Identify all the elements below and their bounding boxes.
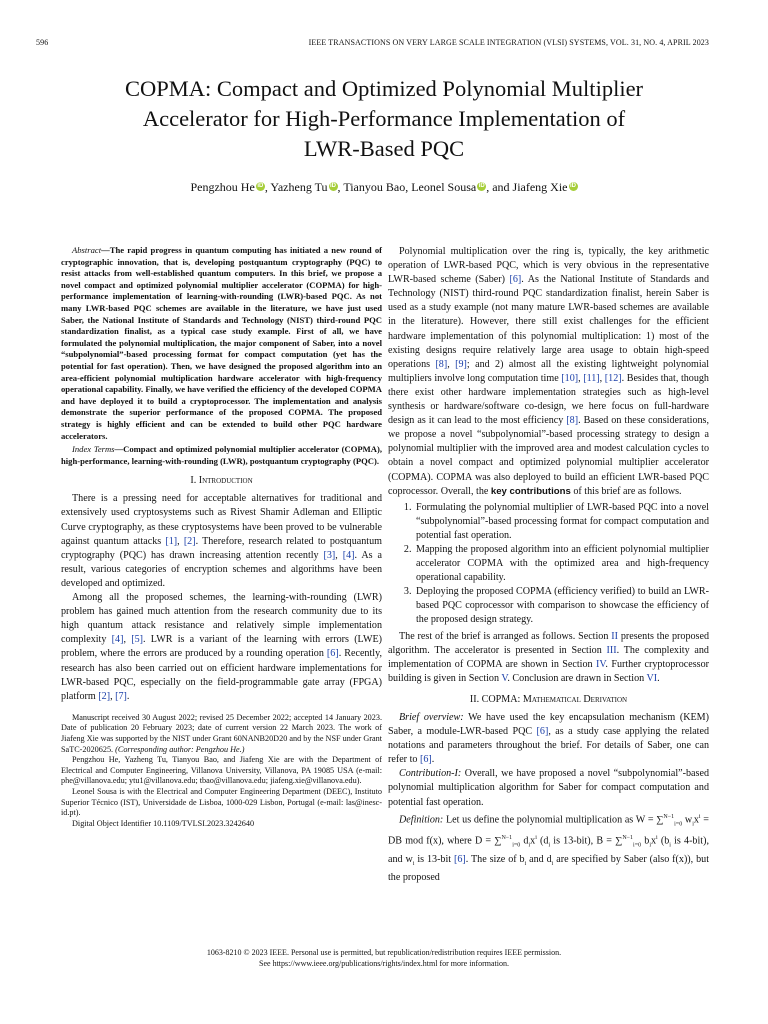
author-name: Pengzhou He bbox=[190, 180, 255, 194]
abstract-label: Abstract bbox=[72, 245, 102, 255]
intro-paragraph-2: Among all the proposed schemes, the learning-with-rounding (LWR) problem has gained much attention from the research community due to its high quantum attack resistance and relatively simple implementation complexity [4], [5]. LWR is a variant of the learning with errors (LWE) problem, where the errors are produced by a rounding operation [6]. Recently, research has also been carried out on efficient hardware implementations for LWR-based PQC, especially on the field-programmable gate array (FPGA) platform [2], [7]. bbox=[61, 592, 383, 702]
right-paragraph-2: The rest of the brief is arranged as follows. Section II presents the proposed algorithm. The accelerator is presented in Section III. The complexity and implementation of COPMA are shown in Section IV. Further cryptoprocessor building is given in Section V. Conclusion are drawn in Section VI. bbox=[388, 630, 709, 684]
author-name: Yazheng Tu bbox=[270, 180, 328, 194]
section-link[interactable]: V bbox=[501, 672, 508, 684]
citation-link[interactable]: [6] bbox=[453, 853, 466, 865]
citation-link[interactable]: [6] bbox=[419, 754, 432, 766]
manuscript-note: Manuscript received 30 August 2022; revised 25 December 2022; accepted 14 January 2023. Date of publication 20 February 2023; date of current version 22 March 2023. The work of Jiafeng Xie was supported by the NIST under Grant 60NANB20D20 and by the NSF under Grant SaTC-2020625. (Corresponding author: Pengzhou He.) bbox=[61, 712, 382, 754]
citation-link[interactable]: [4] bbox=[342, 549, 355, 561]
title-line-2: Accelerator for High-Performance Implementation of bbox=[142, 106, 626, 131]
index-terms-label: Index Terms bbox=[72, 444, 115, 455]
list-item: 2. Mapping the proposed algorithm into an efficient polynomial multiplier accelerator COPMA with the optimized area and high-frequency operational capability. bbox=[414, 543, 709, 585]
intro-paragraph-1: There is a pressing need for acceptable alternatives for traditional and extensively used cryptosystems such as Rivest Shamir Adleman and Elliptic Curve cryptography, as these cryptosystems have been proved to be vulnerable against quantum attacks [1], [2]. Therefore, research related to postquantum cryptography (PQC) has drawn increasing attention recently [3], [4]. As a result, various categories of encryption schemes and algorithms have been developed and optimized. bbox=[61, 493, 383, 589]
citation-link[interactable]: [6] bbox=[509, 274, 522, 286]
citation-link[interactable]: [10] bbox=[561, 372, 579, 384]
section-link[interactable]: II bbox=[611, 630, 618, 642]
citation-link[interactable]: [3] bbox=[323, 549, 336, 561]
citation-link[interactable]: [6] bbox=[536, 726, 549, 738]
page-number: 596 bbox=[36, 38, 49, 47]
citation-link[interactable]: [6] bbox=[326, 648, 339, 660]
title-line-1: COPMA: Compact and Optimized Polynomial Multiplier bbox=[124, 76, 644, 101]
key-contributions-emphasis: key contributions bbox=[490, 485, 571, 497]
brief-overview-paragraph: Brief overview: We have used the key encapsulation mechanism (KEM) Saber, a module-LWR-based PQC [6], as a study case applying the related notations and parameters throughout the brief. For details of Saber, one can refer to [6]. bbox=[388, 712, 710, 766]
contribution-paragraph: Contribution-I: Overall, we have proposed a novel “subpolynomial”-based polynomial multiplication algorithm for Saber for compact computation and potential fast operation. bbox=[388, 768, 709, 808]
definition-paragraph: Definition: Let us define the polynomial multiplication as W = ∑$^{N-1}_{i=0}$ $w_ix^i$ = DB mod f(x), where D = ∑$^{N-1}_{i=0}$ $d_ix^i$ ($d_i$ is 13-bit), B = ∑$^{N-1}_{i=0}$ $b_ix^i$ ($b_i$ is 4-bit), and $w_i$ is 13-bit [6]. The size of $b_i$ and $d_i$ are specified by Saber (also f(x)), but the proposed bbox=[388, 813, 709, 883]
citation-link[interactable]: [1] bbox=[165, 535, 178, 547]
citation-link[interactable]: [5] bbox=[131, 634, 144, 646]
orcid-icon[interactable]: iD bbox=[478, 183, 485, 189]
section-heading-derivation: II. COPMA: Mathematical Derivation bbox=[469, 693, 628, 705]
author-name: and Jiafeng Xie bbox=[492, 180, 568, 194]
right-column bbox=[388, 245, 709, 885]
section-link[interactable]: VI bbox=[646, 672, 658, 684]
citation-link[interactable]: [7] bbox=[115, 690, 127, 702]
citation-link[interactable]: [8] bbox=[435, 358, 448, 370]
footnote-block bbox=[61, 712, 382, 830]
orcid-icon[interactable]: iD bbox=[330, 183, 337, 189]
orcid-icon[interactable]: iD bbox=[570, 183, 577, 189]
doi-note: Digital Object Identifier 10.1109/TVLSI.2023.3242640 bbox=[72, 818, 255, 828]
list-item: 1. Formulating the polynomial multiplier of LWR-based PQC into a novel “subpolynomial”-based processing format for compact computation and potential fast operation. bbox=[414, 501, 709, 543]
section-link[interactable]: III bbox=[606, 644, 617, 656]
copyright-line-1: 1063-8210 © 2023 IEEE. Personal use is permitted, but republication/redistribution requires IEEE permission. bbox=[206, 948, 562, 957]
citation-link[interactable]: [12] bbox=[604, 372, 622, 384]
citation-link[interactable]: [2] bbox=[98, 690, 111, 702]
citation-link[interactable]: [4] bbox=[111, 634, 124, 646]
left-column bbox=[61, 245, 382, 829]
section-link[interactable]: IV bbox=[596, 658, 606, 670]
copyright-line-2: See https://www.ieee.org/publications/rights/index.html for more information. bbox=[259, 959, 509, 968]
orcid-icon[interactable]: iD bbox=[257, 183, 264, 189]
section-heading-introduction: I. Introduction bbox=[190, 475, 253, 487]
citation-link[interactable]: [8] bbox=[566, 415, 579, 427]
list-item: 3. Deploying the proposed COPMA (efficiency verified) to build an LWR-based PQC coprocessor with comparison to showcase the efficiency of the proposed design strategy. bbox=[414, 585, 709, 627]
citation-link[interactable]: [2] bbox=[183, 535, 196, 547]
right-paragraph-1: Polynomial multiplication over the ring is, typically, the key arithmetic operation of LWR-based PQC, which is very obvious in the representative LWR-based scheme (Saber) [6]. As the National Institute of Standards and Technology (NIST) third-round PQC standardization finalist, herein Saber is used as a study example (not many mature LWR-based schemes are available in the literature). However, there still exist challenges for the efficient hardware implementation of this polynomial multiplication: 1) most of the existing designs require relatively large area usage to obtain high-speed operations [8], [9]; and 2) almost all the existing lightweight polynomial multipliers involve long computation time [10], [11], [12]. Besides that, though there exist other hardware implementation strategies such as high-level synthesis or hardware/software co-design, we here focus on full-hardware design as it can lead to the most efficiency [8]. Based on these considerations, we propose a novel “subpolynomial”-based processing strategy to design a polynomial multiplier with the improved area and modest calculation cycles to obtain a novel compact and optimized polynomial multiplier accelerator (COPMA). COPMA was also deployed to build an efficient LWR-based PQC coprocessor. Overall, the key contributions of this brief are as follows. bbox=[388, 246, 709, 497]
author-list: Pengzhou He iD , Yazheng Tu iD , Tianyou Bao, Leonel Sousa iD , and Jiafeng Xie iD bbox=[190, 180, 577, 194]
affiliation-note-1: Pengzhou He, Yazheng Tu, Tianyou Bao, and Jiafeng Xie are with the Department of Electrical and Computer Engineering, Villanova University, Villanova, PA 19085 USA (e-mail: phe@villanova.edu; ytu1@villanova.edu; tbao@villanova.edu; jiafeng.xie@villanova.edu). bbox=[61, 755, 382, 786]
contribution-list bbox=[388, 501, 709, 628]
index-terms: Index Terms—Compact and optimized polynomial multiplier accelerator (COPMA), high-performance, learning-with-rounding (LWR), postquantum cryptography (PQC). bbox=[61, 444, 382, 466]
affiliation-note-2: Leonel Sousa is with the Electrical and Computer Engineering Department (DEEC), Instituto Superior Técnico (IST), Universidade de Lisboa, 1000-029 Lisbon, Portugal (e-mail: las@inesc-id.pt). bbox=[61, 786, 382, 818]
title-line-3: LWR-Based PQC bbox=[303, 136, 465, 161]
copyright-notice bbox=[40, 947, 728, 969]
index-terms-text: Compact and optimized polynomial multiplier accelerator (COPMA), high-performance, learning-with-rounding (LWR), postquantum cryptography (PQC). bbox=[61, 444, 382, 466]
paper-title bbox=[40, 74, 728, 164]
citation-link[interactable]: [9] bbox=[455, 358, 467, 370]
abstract: Abstract—The rapid progress in quantum computing has initiated a new round of cryptographic innovation, that is, developing postquantum cryptography (PQC) to resist attacks from well-established quantum computers. In this brief, we propose a novel compact and optimized polynomial multiplier accelerator (COPMA) for high-performance implementation of learning-with-rounding (LWR)-based PQC. As not many LWR-based PQC schemes are available in the literature, we have just used Saber, the National Institute of Standards and Technology (NIST) third-round PQC standardization finalist, as a typical case study example. First of all, we have formulated the polynomial multiplication, the major component of Saber, into a novel “subpolynomial”-based processing format for compact computation (yet has the potential for fast operation). Then, we have designed the proposed algorithm into an area-efficient polynomial multiplication hardware accelerator with high-frequency operational capability. Finally, we have verified the efficiency of the developed COPMA and have deployed it to build a cryptoprocessor. The implementation and analysis demonstrate the superior performance of the proposed COPMA. The proposed strategy is highly efficient and can be extended to build other PQC hardware accelerators. bbox=[61, 245, 382, 441]
journal-header: IEEE TRANSACTIONS ON VERY LARGE SCALE INTEGRATION (VLSI) SYSTEMS, VOL. 31, NO. 4, APRIL 2023 bbox=[308, 38, 709, 47]
citation-link[interactable]: [11] bbox=[583, 372, 600, 384]
abstract-text: The rapid progress in quantum computing has initiated a new round of cryptographic innovation, that is, developing postquantum cryptography (PQC) to resist attacks from well-established quantum computers. In this brief, we propose a novel compact and optimized polynomial multiplier accelerator (COPMA) for high-performance implementation of learning-with-rounding (LWR)-based PQC. As not many LWR-based PQC schemes are available in the literature, we have just used Saber, the National Institute of Standards and Technology (NIST) third-round PQC standardization finalist, as a typical case study example. First of all, we have formulated the polynomial multiplication, the major component of Saber, into a novel “subpolynomial”-based processing format for compact computation (yet has the potential for fast operation). Then, we have designed the proposed algorithm into an area-efficient polynomial multiplication hardware accelerator with high-frequency operational capability. Finally, we have verified the efficiency of the developed COPMA and have deployed it to build a cryptoprocessor. The implementation and analysis demonstrate the superior performance of the proposed COPMA. The proposed strategy is highly efficient and can be extended to build other PQC hardware accelerators. bbox=[61, 245, 382, 441]
author-name: Tianyou Bao, Leonel Sousa bbox=[343, 180, 477, 194]
